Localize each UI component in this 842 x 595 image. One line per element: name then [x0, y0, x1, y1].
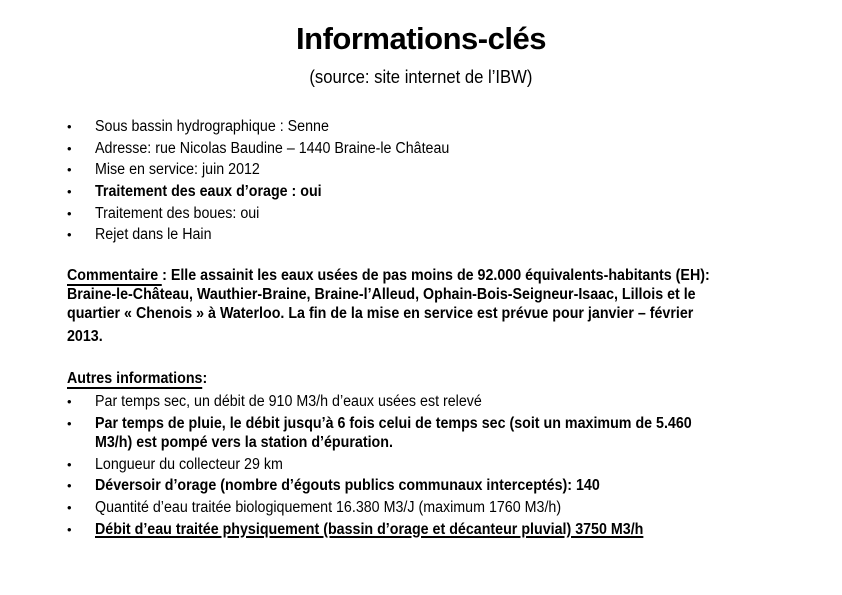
- bullet-icon: •: [67, 184, 72, 200]
- info-text: Longueur du collecteur 29 km: [95, 455, 283, 473]
- info-item: [67, 455, 802, 474]
- commentaire-label: Commentaire: [67, 266, 163, 284]
- fact-text: Mise en service: juin 2012: [95, 161, 260, 179]
- info-text: Par temps de pluie, le débit jusqu’à 6 fois celui de temps sec (soit un maximum de 5.460: [95, 414, 692, 432]
- autres-heading: [67, 369, 802, 388]
- autres-heading-colon: :: [202, 369, 208, 387]
- fact-text: Traitement des boues: oui: [95, 204, 260, 222]
- autres-heading-text: Autres informations: [67, 369, 203, 387]
- commentaire-paragraph: [67, 266, 802, 346]
- facts-list: [67, 117, 802, 245]
- slide-content: [0, 117, 842, 539]
- info-item: [67, 476, 802, 495]
- bullet-icon: •: [67, 499, 72, 515]
- fact-item: [67, 139, 802, 158]
- commentaire-line1-text: : Elle assainit les eaux usées de pas moins de 92.000 équivalents-habitants (EH):: [162, 266, 710, 284]
- bullet-icon: •: [67, 205, 72, 221]
- info-item: [67, 414, 802, 453]
- bullet-icon: •: [67, 456, 72, 472]
- bullet-icon: •: [67, 521, 72, 537]
- fact-item: [67, 225, 802, 244]
- bullet-icon: •: [67, 393, 72, 409]
- bullet-icon: •: [67, 227, 72, 243]
- fact-text: Traitement des eaux d’orage : oui: [95, 183, 322, 201]
- fact-item: [67, 204, 802, 223]
- bullet-icon: •: [67, 478, 72, 494]
- page-subtitle: [0, 65, 842, 89]
- commentaire-line: Braine-le-Château, Wauthier-Braine, Braine-l’Alleud, Ophain-Bois-Seigneur-Isaac, Lillois et le: [67, 286, 696, 304]
- page-subtitle-text: (source: site internet de l’IBW): [309, 66, 533, 87]
- info-text: Déversoir d’orage (nombre d’égouts publics communaux interceptés): 140: [95, 477, 600, 495]
- commentaire-line: [67, 266, 710, 285]
- autres-list: [67, 392, 802, 539]
- fact-item: [67, 160, 802, 179]
- bullet-icon: •: [67, 119, 72, 134]
- info-item: [67, 498, 802, 517]
- fact-item: [67, 117, 802, 136]
- commentaire-line: 2013.: [67, 327, 103, 345]
- bullet-icon: •: [67, 162, 72, 178]
- info-item: [67, 520, 802, 539]
- commentaire-line: quartier « Chenois » à Waterloo. La fin de la mise en service est prévue pour janvier – février: [67, 305, 694, 323]
- info-text: Quantité d’eau traitée biologiquement 16.380 M3/J (maximum 1760 M3/h): [95, 498, 562, 516]
- fact-text: Sous bassin hydrographique : Senne: [95, 118, 329, 135]
- fact-text: Rejet dans le Hain: [95, 226, 212, 244]
- info-text: M3/h) est pompé vers la station d’épuration.: [95, 433, 393, 451]
- bullet-icon: •: [67, 140, 72, 156]
- page-title: Informations-clés: [296, 21, 546, 56]
- info-item: [67, 392, 802, 411]
- fact-text: Adresse: rue Nicolas Baudine – 1440 Braine-le Château: [95, 139, 450, 157]
- info-text: Débit d’eau traitée physiquement (bassin d’orage et décanteur pluvial) 3750 M3/h: [95, 520, 644, 538]
- info-text: Par temps sec, un débit de 910 M3/h d’eaux usées est relevé: [95, 392, 482, 410]
- bullet-icon: •: [67, 415, 72, 431]
- fact-item: [67, 182, 802, 201]
- slide-header: [0, 0, 842, 89]
